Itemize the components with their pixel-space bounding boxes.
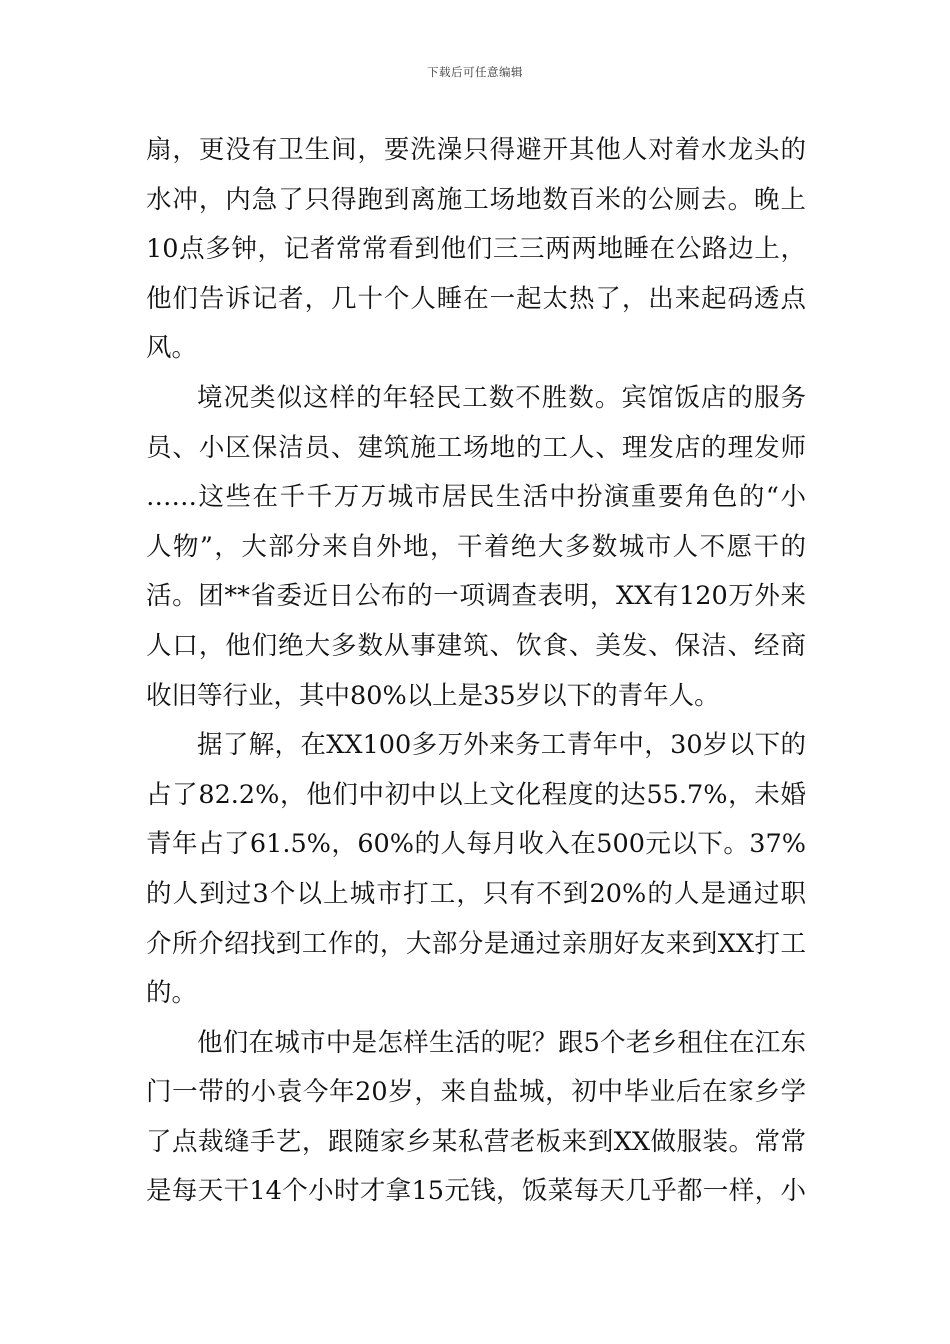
text-line: 门一带的小袁今年20岁，来自盐城，初中毕业后在家乡学 bbox=[146, 1077, 806, 1108]
text-line: 水冲，内急了只得跑到离施工场地数百米的公厕去。晚上 bbox=[146, 184, 806, 215]
text-line: ……这些在千千万万城市居民生活中扮演重要角色的“小 bbox=[146, 482, 806, 513]
text-line: 他们在城市中是怎样生活的呢？跟5个老乡租住在江东 bbox=[197, 1027, 806, 1058]
text-line: 人物”，大部分来自外地，干着绝大多数城市人不愿干的 bbox=[146, 531, 806, 562]
text-line: 的。 bbox=[146, 978, 198, 1009]
page-header: 下载后可任意编辑 bbox=[427, 65, 523, 79]
text-line: 青年占了61.5%，60%的人每月收入在500元以下。37% bbox=[146, 829, 806, 860]
text-line: 员、小区保洁员、建筑施工场地的工人、理发店的理发师 bbox=[146, 432, 806, 463]
text-line: 占了82.2%，他们中初中以上文化程度的达55.7%，未婚 bbox=[146, 779, 806, 810]
text-line: 人口，他们绝大多数从事建筑、饮食、美发、保洁、经商 bbox=[146, 630, 806, 661]
text-line: 他们告诉记者，几十个人睡在一起太热了，出来起码透点 bbox=[146, 283, 806, 314]
text-line: 风。 bbox=[146, 333, 198, 364]
text-line: 收旧等行业，其中80%以上是35岁以下的青年人。 bbox=[146, 680, 720, 711]
text-line: 扇，更没有卫生间，要洗澡只得避开其他人对着水龙头的 bbox=[146, 135, 806, 165]
text-line: 介所介绍找到工作的，大部分是通过亲朋好友来到XX打工 bbox=[146, 928, 806, 959]
text-line: 活。团**省委近日公布的一项调查表明，XX有120万外来 bbox=[146, 581, 806, 612]
text-line: 10点多钟，记者常常看到他们三三两两地睡在公路边上， bbox=[146, 234, 806, 265]
text-line: 了点裁缝手艺，跟随家乡某私营老板来到XX做服装。常常 bbox=[146, 1126, 806, 1157]
text-line: 据了解，在XX100多万外来务工青年中，30岁以下的 bbox=[197, 730, 806, 761]
text-line: 的人到过3个以上城市打工，只有不到20%的人是通过职 bbox=[146, 878, 806, 909]
text-line: 是每天干14个小时才拿15元钱，饭菜每天几乎都一样，小 bbox=[146, 1176, 806, 1207]
text-line: 境况类似这样的年轻民工数不胜数。宾馆饭店的服务 bbox=[197, 382, 806, 413]
document-body bbox=[146, 126, 806, 1217]
